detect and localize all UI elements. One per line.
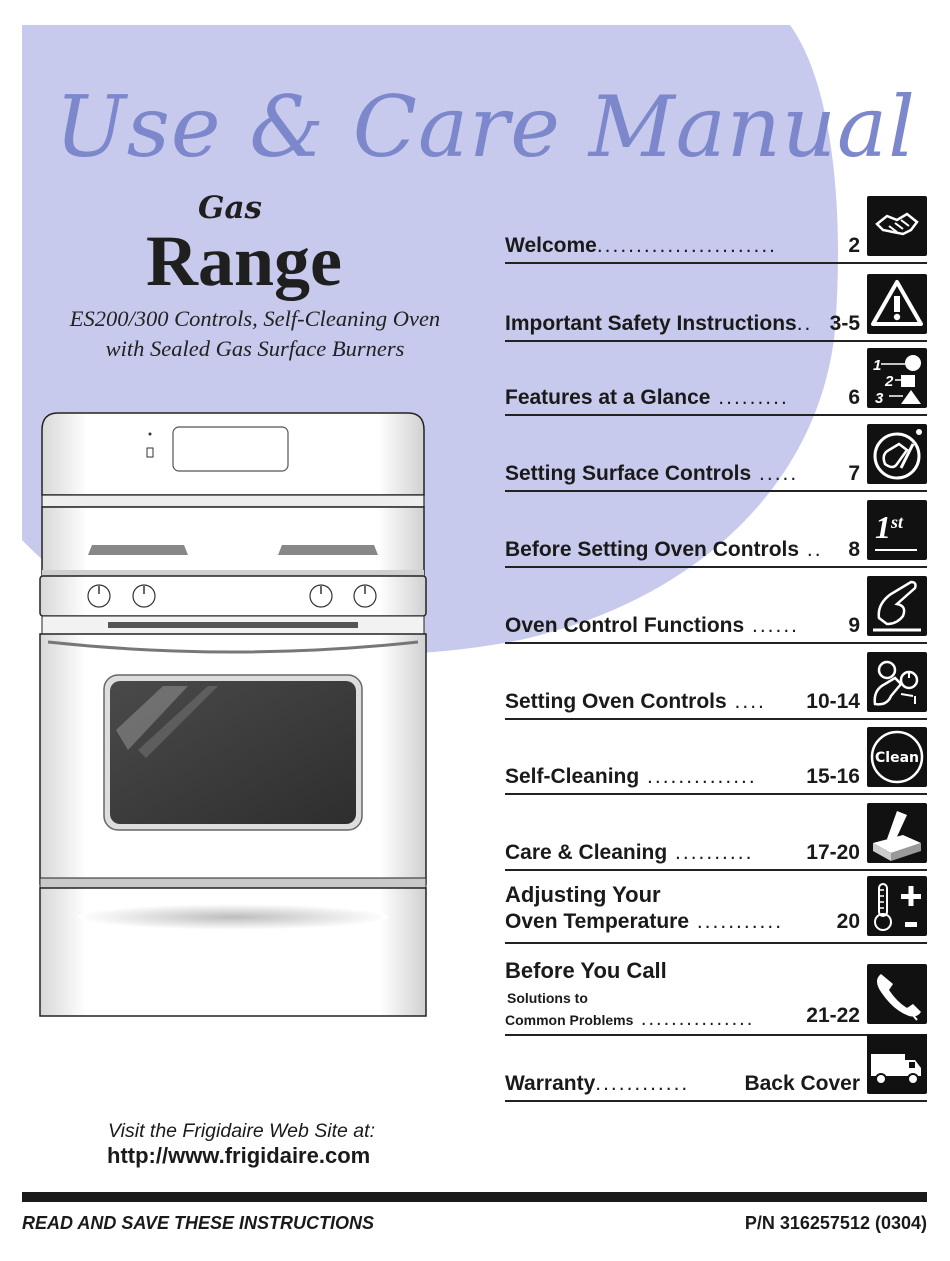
toc-page-number: 9 [848, 614, 860, 637]
manual-title: Use & Care Manual [55, 78, 916, 176]
toc-leader-dots: .. [796, 312, 813, 335]
toc-leader-dots: ............... [633, 1008, 755, 1030]
toc-item-2[interactable] [505, 268, 930, 338]
toc-leader-dots: .............. [639, 765, 757, 788]
toc-page-number: Back Cover [744, 1072, 860, 1095]
toc-item-9[interactable] [505, 797, 930, 867]
toc-leader-dots: .......... [667, 841, 754, 864]
toc-item-10[interactable] [505, 876, 930, 946]
toc-leader-dots: ...... [744, 614, 800, 637]
toc-label-line1: Before You Call [505, 958, 667, 983]
toc-label: Setting Oven Controls [505, 690, 727, 713]
toc-page-number: 21-22 [806, 1004, 860, 1027]
toc-leader-dots: ....................... [596, 234, 778, 257]
toc-page-number: 3-5 [829, 312, 860, 335]
svg-text:st: st [891, 512, 904, 532]
part-number: P/N 316257512 (0304) [744, 1213, 927, 1233]
website-label: Visit the Frigidaire Web Site at: [108, 1120, 375, 1142]
phone-icon [867, 964, 927, 1024]
toc-underline [505, 942, 927, 944]
surface-controls-icon [867, 424, 927, 484]
toc-label-line1: Adjusting Your [505, 882, 661, 907]
toc-page-number: 8 [848, 538, 860, 561]
toc-item-12[interactable] [505, 1028, 930, 1098]
toc-leader-dots: .... [726, 690, 766, 713]
product-subtitle [55, 304, 455, 364]
toc-label: Oven Temperature [505, 910, 690, 933]
footer-instructions: READ AND SAVE THESE INSTRUCTIONS [22, 1213, 375, 1233]
toc-small-line1: Solutions to [507, 990, 588, 1006]
toc-item-6[interactable] [505, 570, 930, 640]
thermometer-icon [867, 876, 927, 936]
toc-page-number: 10-14 [806, 690, 860, 713]
toc-label: Setting Surface Controls [505, 462, 752, 485]
product-kind: Gas [198, 190, 263, 226]
toc-label: Important Safety Instructions [505, 312, 797, 335]
toc-leader-dots: ......... [710, 386, 789, 409]
toc-underline [505, 1100, 927, 1102]
toc-underline [505, 490, 927, 492]
toc-label: Features at a Glance [505, 386, 711, 409]
subtitle-line-2: with Sealed Gas Surface Burners [105, 336, 405, 361]
toc-page-number: 17-20 [806, 841, 860, 864]
toc-page-number: 20 [836, 910, 860, 933]
toc-item-7[interactable] [505, 646, 930, 716]
toc-item-1[interactable] [505, 190, 930, 260]
toc-page-number: 7 [848, 462, 860, 485]
product-name: Range [146, 221, 342, 301]
toc-label: Self-Cleaning [505, 765, 640, 788]
toc-underline [505, 718, 927, 720]
toc-item-4[interactable] [505, 418, 930, 488]
toc-page-number: 15-16 [806, 765, 860, 788]
toc-label: Welcome [505, 234, 597, 257]
toc-underline [505, 869, 927, 871]
footer-divider [22, 1192, 927, 1202]
toc-item-11[interactable] [505, 952, 930, 1030]
svg-text:Clean: Clean [875, 750, 919, 766]
toc-label: Warranty [505, 1072, 596, 1095]
svg-text:1: 1 [873, 357, 882, 374]
toc-item-8[interactable] [505, 721, 930, 791]
toc-underline [505, 414, 927, 416]
svg-text:2: 2 [885, 373, 894, 390]
svg-text:1: 1 [875, 509, 891, 545]
subtitle-line-1: ES200/300 Controls, Self-Cleaning Oven [69, 306, 441, 331]
toc-underline [505, 793, 927, 795]
features-icon [867, 348, 927, 408]
toc-page-number: 6 [848, 386, 860, 409]
gas-range-illustration [38, 410, 428, 1022]
finger-press-icon [867, 576, 927, 636]
oven-controls-icon [867, 652, 927, 712]
toc-leader-dots: ..... [751, 462, 799, 485]
handshake-icon [867, 196, 927, 256]
toc-underline [505, 566, 927, 568]
first-icon [867, 500, 927, 560]
toc-leader-dots: .. [799, 538, 823, 561]
toc-item-3[interactable] [505, 342, 930, 412]
toc-label: Before Setting Oven Controls [505, 538, 800, 561]
toc-label: Care & Cleaning [505, 841, 668, 864]
svg-text:3: 3 [875, 390, 884, 407]
toc-underline [505, 642, 927, 644]
toc-label: Common Problems [505, 1012, 634, 1028]
clean-icon [867, 727, 927, 787]
toc-label: Oven Control Functions [505, 614, 745, 637]
toc-leader-dots: ............ [595, 1072, 690, 1095]
sponge-icon [867, 803, 927, 863]
toc-item-5[interactable] [505, 494, 930, 564]
truck-icon [867, 1034, 927, 1094]
toc-underline [505, 262, 927, 264]
toc-page-number: 2 [848, 234, 860, 257]
toc-leader-dots: ........... [689, 910, 784, 933]
website-url[interactable]: http://www.frigidaire.com [107, 1143, 371, 1168]
warning-icon [867, 274, 927, 334]
